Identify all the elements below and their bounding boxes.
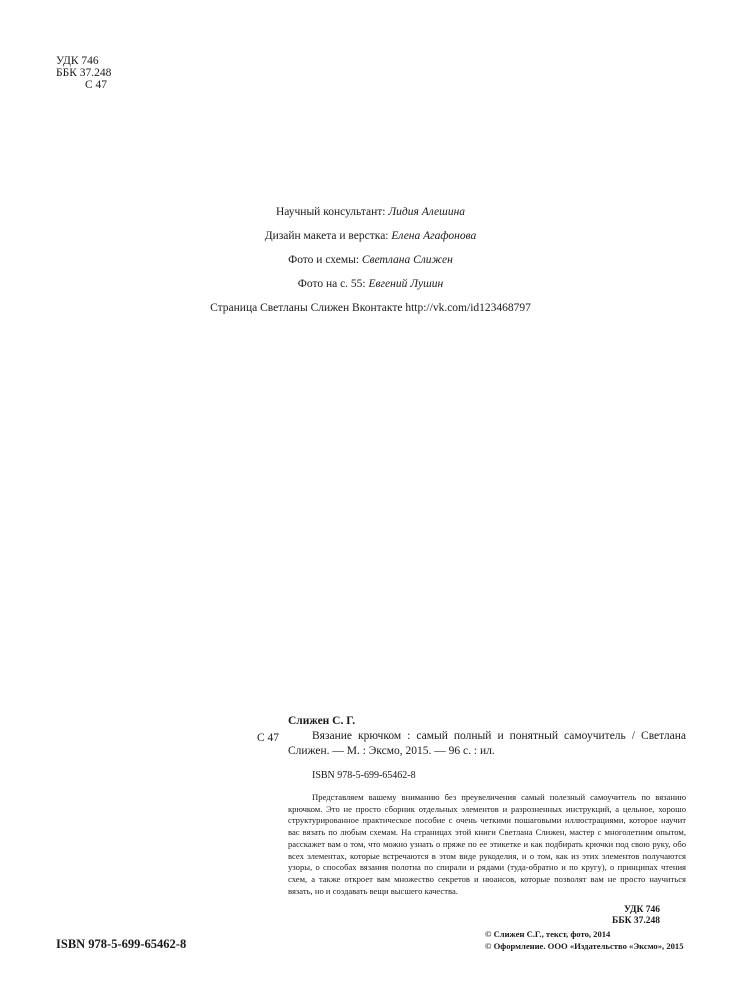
credit-label: Научный консультант:	[275, 206, 389, 218]
isbn-bottom: ISBN 978-5-699-65462-8	[56, 937, 187, 951]
credit-line-photo	[0, 253, 741, 277]
copyright-block	[485, 928, 684, 952]
copyright-text: © Слижен С.Г., текст, фото, 2014	[485, 929, 611, 939]
card-code: С 47	[257, 732, 280, 744]
copyright-design: © Оформление. ООО «Издательство «Эксмо», 2015	[485, 941, 684, 951]
bbk-code: ББК 37.248	[56, 67, 112, 79]
credit-value: Лидия Алешина	[388, 206, 466, 218]
credit-value: Светлана Слижен	[361, 254, 453, 266]
credit-line-vk-page	[0, 301, 741, 325]
credit-value: Елена Агафонова	[391, 230, 477, 242]
card-bbk: ББК 37.248	[612, 916, 660, 927]
credit-line-consultant	[0, 205, 741, 229]
credits-block	[0, 205, 741, 325]
catalog-card	[288, 714, 686, 927]
credit-label: Дизайн макета и верстка:	[264, 230, 392, 242]
card-annotation: Представляем вашему вниманию без преувеличения самый полезный самоучитель по вязанию крючком. Это не просто сборник отдельных элементов и разрозненных инструкций, а цельное, хорошо структурированное практическое пособие с очень четкими пошаговыми иллюстрациями, которое научит вас вязать по любым схемам. На страницах этой книги Светлана Слижен, мастер с многолетним опытом, расскажет вам о том, что можно узнать о пряже по ее этикетке и как подбирать крючки под свою руку, обо всех элементах, которые встречаются в этом виде рукоделия, и о том, как из этих элементов получаются узоры, о способах вязания полотна по спирали и рядами (туда-обратно и по кругу), о принципах чтения схем, а также откроет вам множество секретов и нюансов, которые позволят вам не просто научиться вязать, но и создавать вещи высшего качества.	[288, 792, 686, 896]
card-udk: УДК 746	[623, 905, 660, 916]
udk-code: УДК 746	[56, 55, 99, 67]
author-mark: С 47	[85, 79, 108, 91]
card-codes	[288, 905, 686, 927]
card-isbn: ISBN 978-5-699-65462-8	[312, 770, 416, 781]
card-author: Слижен С. Г.	[288, 715, 356, 727]
card-description: Вязание крючком : самый полный и понятный самоучитель / Светлана Слижен. — М. : Эксмо, 2015. — 96 с. : ил.	[288, 730, 686, 757]
credit-line-design	[0, 229, 741, 253]
credit-line-photo-page	[0, 277, 741, 301]
classification-codes	[56, 55, 111, 91]
credit-label: Страница Светланы Слижен Вконтакте http://vk.com/id123468797	[210, 302, 531, 314]
credit-label: Фото на с. 55:	[297, 278, 369, 290]
credit-value: Евгений Лушин	[368, 278, 444, 290]
credit-label: Фото и схемы:	[288, 254, 362, 266]
